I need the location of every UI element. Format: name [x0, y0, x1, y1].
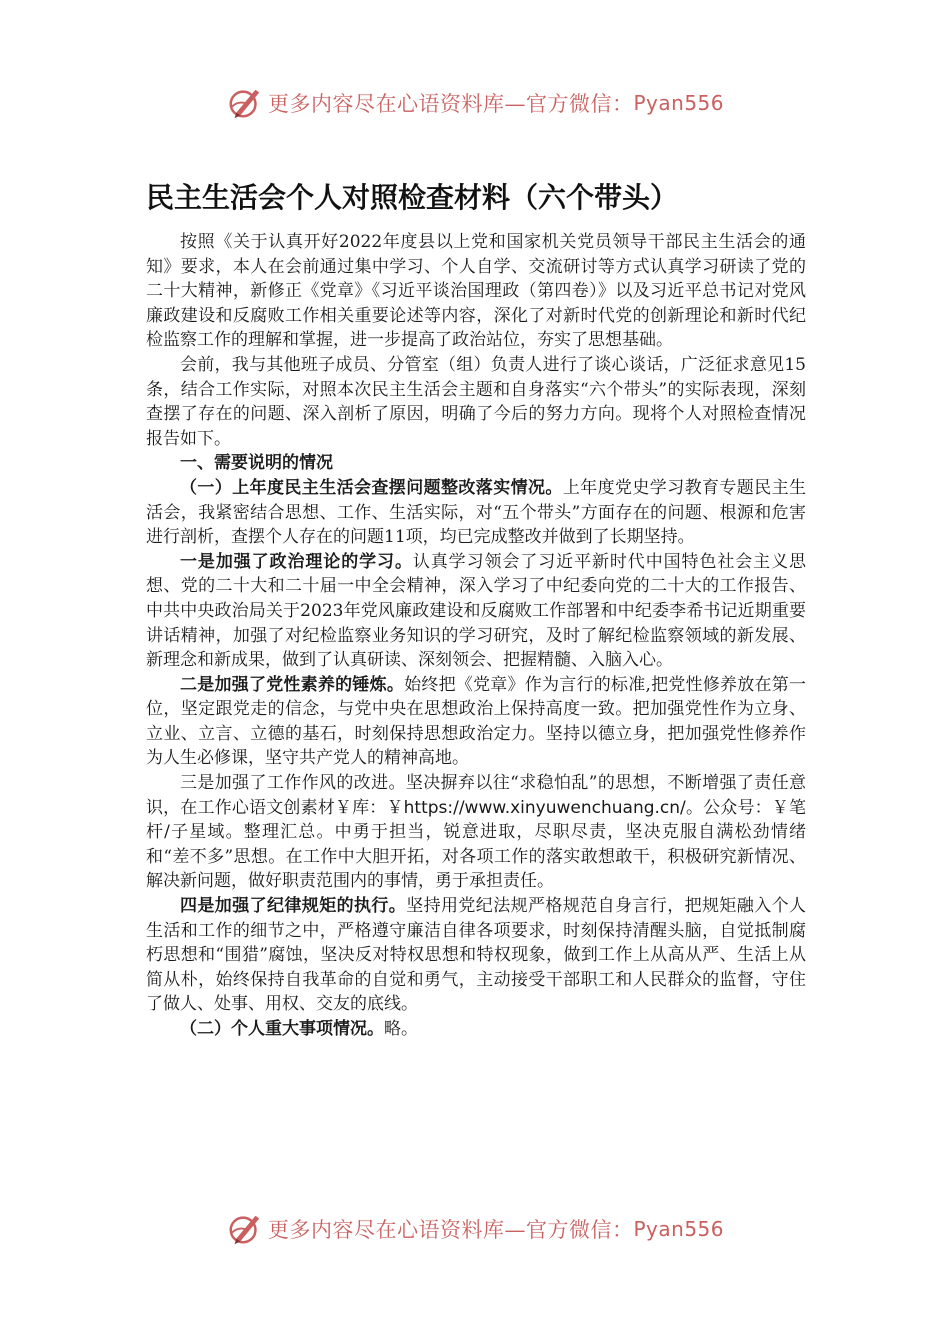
- item-1: [146, 550, 806, 673]
- item-2: [146, 673, 806, 771]
- banner-text: 更多内容尽在心语资料库—官方微信：: [268, 92, 634, 116]
- banner-text: 更多内容尽在心语资料库—官方微信：: [268, 1218, 634, 1242]
- item-1-heading: 一是加强了政治理论的学习。: [180, 551, 413, 572]
- section-heading-1: [146, 451, 806, 476]
- item-3: [146, 771, 806, 894]
- item-3-text-rest: 。公众号：￥笔杆/子星域。整理汇总。中勇于担当，锐意进取，尽职尽责，坚决克服自满松劲情绪和“差不多”思想。在工作中大胆开拓，对各项工作的落实敢想敢干，积极研究新情况、解决新问题，做好职责范围内的事情，勇于承担责任。: [146, 797, 807, 892]
- subsection-2: [146, 1017, 806, 1042]
- subsection-1-body: 上年度党史学习教育专题民主生活会，我紧密结合思想、工作、生活实际，对“五个带头”方面存在的问题、根源和危害进行剖析，查摆个人存在的问题11项，均已完成整改并做到了长期坚持。: [146, 477, 807, 548]
- subsection-2-body: 略。: [384, 1019, 418, 1039]
- banner-handle: Pyan556: [633, 1217, 725, 1241]
- footer-banner[interactable]: [226, 1209, 746, 1249]
- item-4-heading: 四是加强了纪律规矩的执行。: [180, 896, 407, 917]
- paragraph-intro: 按照《关于认真开好2022年度县以上党和国家机关党员领导干部民主生活会的通知》要求，本人在会前通过集中学习、个人自学、交流研讨等方式认真学习研读了党的二十大精神，新修正《党章》《习近平谈治国理政（第四卷）》以及习近平总书记对党风廉政建设和反腐败工作相关重要论述等内容，深化了对新时代党的创新理论和新时代纪检监察工作的理解和掌握，进一步提高了政治站位，夯实了思想基础。: [146, 232, 806, 351]
- banner-handle: Pyan556: [633, 91, 725, 115]
- document-body: [146, 230, 806, 1042]
- item-2-heading: 二是加强了党性素养的锤炼。: [180, 674, 405, 695]
- item-3-text: 三是加强了工作作风的改进。坚决摒弃以往“求稳怕乱”的思想，不断增强了责任意识，在工作心语文创素材￥库：￥: [146, 773, 806, 818]
- subsection-1: [146, 476, 806, 550]
- item-2-body: 始终把《党章》作为言行的标准,把党性修养放在第一位，坚定跟党走的信念，与党中央在思想政治上保持高度一致。把加强党性作为立身、立业、立言、立德的基石，时刻保持思想政治定力。坚持以德立身，把加强党性修养作为人生必修课，坚守共产党人的精神高地。: [146, 674, 807, 769]
- item-4: [146, 894, 806, 1017]
- item-4-body: 坚持用党纪法规严格规范自身言行，把规矩融入个人生活和工作的细节之中，严格遵守廉洁自律各项要求，时刻保持清醒头脑，自觉抵制腐朽思想和“围猎”腐蚀，坚决反对特权思想和特权现象，做到工作上从高从严、生活上从简从朴，始终保持自我革命的自觉和勇气，主动接受干部职工和人民群众的监督，守住了做人、处事、用权、交友的底线。: [146, 896, 807, 1015]
- document-title: 民主生活会个人对照检查材料（六个带头）: [146, 181, 679, 214]
- item-1-body: 认真学习领会了习近平新时代中国特色社会主义思想、党的二十大和二十届一中全会精神，深入学习了中纪委向党的二十大的工作报告、中共中央政治局关于2023年党风廉政建设和反腐败工作部署和中纪委李希书记近期重要讲话精神，加强了对纪检监察业务知识的学习研究，及时了解纪检监察领域的新发展、新理念和新成果，做到了认真研读、深刻领会、把握精髓、入脑入心。: [146, 551, 807, 671]
- pen-logo-icon: [226, 84, 264, 122]
- section-heading-text: 一、需要说明的情况: [180, 453, 333, 474]
- paragraph-preparation: 会前，我与其他班子成员、分管室（组）负责人进行了谈心谈话，广泛征求意见15条，结合工作实际，对照本次民主生活会主题和自身落实“六个带头”的实际表现，深刻查摆了存在的问题、深入剖析了原因，明确了今后的努力方向。现将个人对照检查情况报告如下。: [146, 354, 806, 449]
- subsection-2-heading: （二）个人重大事项情况。: [180, 1019, 384, 1039]
- subsection-1-heading: （一）上年度民主生活会查摆问题整改落实情况。: [180, 477, 563, 498]
- header-banner[interactable]: [226, 83, 746, 123]
- pen-logo-icon: [226, 1210, 264, 1248]
- item-3-link[interactable]: https://www.xinyuwenchuang.cn/: [403, 797, 686, 818]
